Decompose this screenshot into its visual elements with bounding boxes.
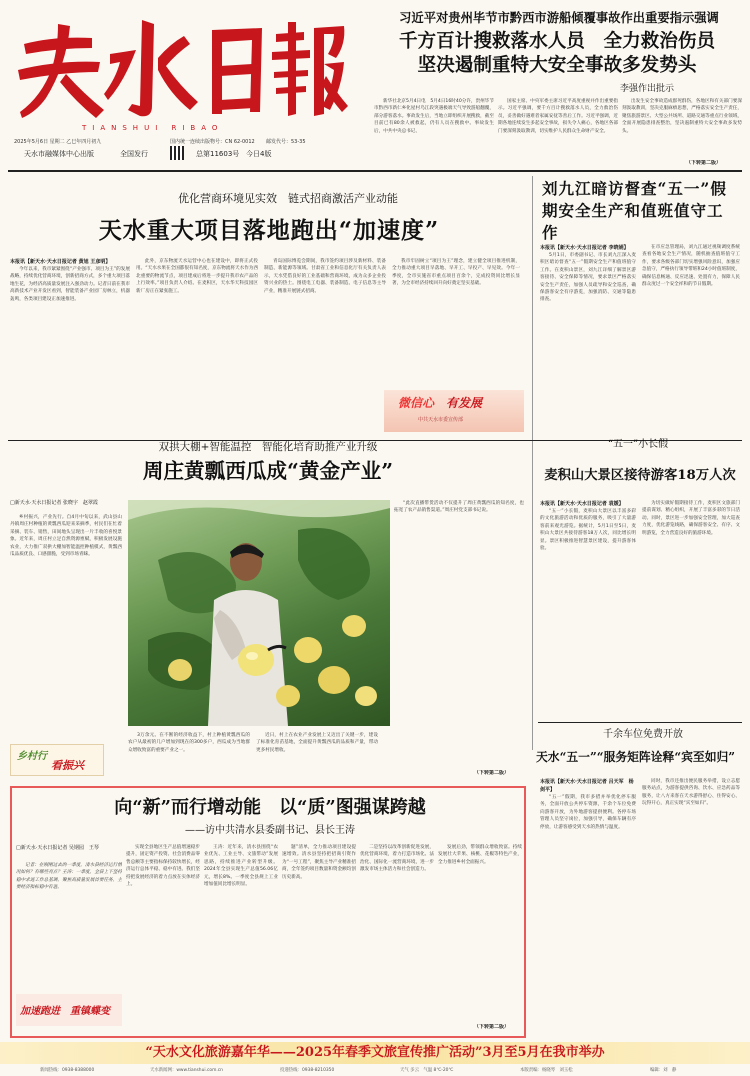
story1-headline: 天水重大项目落地跑出“加速度” — [98, 217, 440, 244]
story2-col-2: 在市应急管理局，刘九江通过视频调度系统查看各地安全生产情况，随机抽查值班值守工作，要求各级各部门切实增强风险意识，加强应急值守，严格执行领导带班和24小时值班制度，确保信息畅通、反应迅速、处置有力，保障人民群众度过一个安全祥和的节日假期。 — [642, 245, 740, 288]
story2-col-1: 5月1日，市委副书记、市长刘九江深入麦积区暗访督查“五一”假期安全生产和值班值守工作。在麦积山景区，刘九江详细了解景区游客接待、安全保障等情况，要求景区严格落实安全生产责任，加强人员疏导和安全巡查，确保游客安全有序游览，加强消防、交通等隐患排查。 — [540, 253, 636, 303]
lead-more: （下转第二版） — [686, 160, 722, 166]
lead-col-2: 国家主席、中央军委主席习近平高度重视并作出重要指示。习近平强调，要千方百计搜救落水人员，全力救治伤员，妥善做好遇难者家属安抚等善后工作。习近平强调，近期各地连续发生多起安全事故，损失令人痛心，各地区各部门要深刻汲取教训，切实维护人民群众生命财产安全。 — [498, 99, 618, 134]
interview-col-3: 题”清单，全力推动项目建设提速增效。清水县坚持把招商引资作为“一号工程”，聚焦主导产业精准招商，全年签约项目数量和资金额均创历史新高。 — [282, 845, 356, 880]
masthead-calligraphy-logo — [14, 14, 350, 122]
story-maijishan — [538, 439, 742, 720]
story1-col-2: 此外，京东物流天水运营中心也在建设中，即将正式投用。“天水水果在全国都很有知名度，京东物流将天水作为西北重要的物流节点，项目建成后将进一步提升我市农产品的上行效率。”项目负责人介绍。在麦积区，天水华天科技园区新厂房正在紧张施工。 — [136, 259, 258, 294]
promo-text-1: 微信心 — [398, 396, 435, 410]
masthead-publisher: 天水市融媒体中心出版 — [24, 150, 94, 158]
footer-item-delivery: 投递热线：0938-8210350 — [280, 1068, 335, 1073]
interview-col-2: 王涛：近年来，清水县围绕“农业优先、工业主导、文旅带动”发展思路，持续推进产业转型升级。2024年全县实现生产总值56.06亿元，增长8%。一季度全县规上工业增加值同比增长明显。 — [204, 845, 278, 888]
story2-headline: 刘九江暗访督查“五一”假期安全生产和值班值守工作 — [542, 179, 727, 242]
story5-headline: 天水“五一”“服务矩阵诠释“宾至如归” — [536, 750, 736, 764]
melon-photo-art — [128, 500, 390, 726]
lead-headline-1: 千方百计搜救落水人员 全力救治伤员 — [398, 31, 716, 52]
promo-caption: 中共天水市委宣传部 — [418, 417, 464, 423]
story1-col-3: 青岛国际博览会期间，我市签约项目涉及新材料、装备制造、新能源等领域。甘肃省工业和信息化厅有关负责人表示，天水凭借良好的工业基础和营商环境，成为众多企业投资兴业的热土。围绕电工电器、装备制造、电子信息等主导产业，精准开展链式招商。 — [264, 259, 386, 294]
rural-badge-text-1: 乡村行 — [17, 751, 47, 762]
masthead-issue: 总第11603号 — [196, 150, 240, 158]
story3-more: （下转第二版） — [474, 770, 510, 776]
footer-item-editor: 本版责编：杨晓琴 刘玉松 — [520, 1068, 573, 1073]
interview-col-5: 发展后劲，带领群众增收致富。持续发展壮大苹果、核桃、花椒等特色产业，全力推进乡村全面振兴。 — [438, 845, 522, 865]
story4-col-1: “五一”小长假，麦积山大景区以丰富多彩的文化旅游活动和优质的服务，吸引了大量游客前来观光游览。据统计，5月1日至5日，麦积山大景区共接待游客18万人次，同比增长明显。景区积极推进智慧景区建设，提升游客体验。 — [540, 509, 636, 552]
masthead-postal-code: 邮发代号：53-35 — [266, 139, 306, 145]
footer-item-weather: 天气 多云 气温 8℃-20℃ — [400, 1068, 454, 1073]
rural-badge-text-2: 看振兴 — [51, 759, 84, 772]
story4-byline: 本报讯【新天水·天水日报记者 袁媛】 — [540, 501, 624, 507]
story3-col-1: 乡村振兴，产业先行。自4月中旬以来，武山县山丹镇周庄村种植的黄瓢西瓜迎来采摘季，村民们在忙着采摘、装车、销售，田间地头呈现出一片丰收的喜悦景象。近年来，周庄村立足自然资源禀赋，积极发展设施农业，大力推广双拱大棚加智能温控种植模式，黄瓢西瓜品质优良、口感甜脆，受到市场青睐。 — [10, 515, 122, 558]
promo-text-2: 有发展 — [446, 396, 483, 410]
story-parking — [538, 726, 742, 1042]
lead-col-1: 新华社北京5月4日电 5月4日16时40分许，贵州毕节市黔西市新仁乡化屋村乌江段突遇极端天气导致游船翻覆，部分游客落水。事故发生后，当地立即组织开展搜救，截至目前已有80余人被救起，仍有人员在搜救中。事故发生后，中共中央总书记、 — [374, 99, 494, 134]
masthead-date: 2025年5月6日 星期二 乙巳年四月初九 — [14, 139, 102, 145]
story5-col-1: “五一”假期，我市多措并举优化停车服务，全面开放公共停车资源，千余个车位免费向游客开放，为外地游客提供便利。各停车场管理人员坚守岗位，加强引导，确保车辆有序停放，让游客感受到天水的热情与温度。 — [540, 795, 636, 830]
bottom-banner — [0, 1042, 750, 1064]
story3-headline: 周庄黄瓢西瓜成“黄金产业” — [142, 459, 394, 483]
rural-badge — [10, 744, 104, 776]
story3-kicker: 双拱大棚+智能温控 智能化培育助推产业升级 — [158, 441, 378, 453]
story3-col-4: “此次直播带货活动不仅提升了周庄黄瓢西瓜的知名度，也拓宽了农产品销售渠道。”周庄村党支部书记说。 — [394, 501, 524, 514]
interview-badge-text: 加速跑进 重镇蝶变 — [20, 1006, 110, 1017]
interview-badge — [16, 994, 122, 1026]
story2-byline: 本报讯【新天水·天水日报记者 李晓娟】 — [540, 245, 629, 251]
interview-box — [10, 786, 526, 1038]
story4-kicker: “五一”小长假 — [607, 439, 669, 450]
story5-kicker: 千余车位免费开放 — [603, 729, 683, 740]
lead-kicker: 习近平对贵州毕节市黔西市游船倾覆事故作出重要指示强调 — [399, 10, 719, 25]
footer-item-hotline: 新闻热线：0938-8388000 — [40, 1068, 95, 1073]
footer-item-layout: 编辑：刘 静 — [650, 1068, 677, 1073]
masthead-scope: 全国发行 — [120, 150, 148, 158]
story5-col-2: 同时，我市还推出便民服务举措，设立志愿服务站点，为游客提供咨询、饮水、应急药品等服务，让八方来客在天水游得舒心、住得安心、玩得开心，真正实现“宾至如归”。 — [642, 779, 740, 807]
story4-col-2: 为切实做好假期接待工作，麦积区文旅部门提前谋划、精心组织，开展了丰富多彩的节日活动。同时，景区进一步加强安全管理，加大巡查力度，优化游览线路，确保游客安全、有序、文明游览，全力营造良好的旅游环境。 — [642, 501, 740, 536]
story3-byline: □新天水·天水日报记者 张晓宇 赵翠霞 — [10, 500, 98, 506]
interview-byline: □新天水·天水日报记者 吴钢园 王琴 — [16, 845, 99, 851]
qr-code-icon — [170, 146, 184, 160]
masthead-pinyin: TIANSHUI RIBAO — [82, 124, 224, 132]
lead-note: 李强作出批示 — [620, 84, 675, 94]
interview-more: （下转第二版） — [474, 1024, 510, 1030]
interview-col-1: 实现全县地区生产总值增速稳步提升，固定资产投资、社会消费品零售总额等主要指标保持较快增长，经济运行总体平稳、稳中有进。我们坚持把发展经济的着力点放在实体经济上。 — [126, 845, 200, 888]
lead-col-3: 出发生安全事故造成群死群伤，各地区和有关部门要深刻汲取教训，坚决克服麻痹思想，严格落实安全生产责任，聚焦旅游景区、大型公共场所、道路交通等重点行业领域，全面开展隐患排查整治，坚决遏制重特大安全事故多发势头。 — [622, 99, 742, 134]
lead-headline-2: 坚决遏制重特大安全事故多发势头 — [417, 55, 697, 76]
footer — [0, 1066, 750, 1076]
interview-subhead: ——访中共清水县委副书记、县长王涛 — [185, 825, 355, 836]
footer-item-website: 天水新闻网：www.tianshui.com.cn — [150, 1068, 223, 1073]
interview-intro: 记者：在刚刚过去的一季度，清水县经济运行情况如何？有哪些亮点？王涛：一季度，全县上下坚持稳中求进工作总基调，聚焦高质量发展首要任务，主要经济指标稳中有进。 — [16, 863, 122, 891]
promo-banner — [384, 390, 524, 432]
story1-col-1: 今年以来，我市紧紧围绕“产业强市、项目为王”的发展战略，持续优化营商环境，创新招商方式，多个重大项目落地生花，为经济高质量发展注入强劲动力。记者日前在我市高新技术产业开发区看到，智能装备产业园厂房林立，机器轰鸣，各类项目建设正加速推进。 — [10, 267, 130, 302]
story3-col-2: 3万余元。在不断的经济收益下，村上种植黄瓢西瓜的农户从最初的几户增加到现在的300多户，西瓜成为当地群众增收致富的重要产业之一。 — [128, 733, 250, 753]
story-inspection — [538, 176, 742, 438]
bottom-banner-text: “天水文化旅游嘉年华——2025年春季文旅宣传推广活动”3月至5月在我市举办 — [145, 1045, 605, 1060]
story4-headline: 麦积山大景区接待游客18万人次 — [544, 468, 736, 483]
lead-story — [370, 6, 742, 166]
interview-headline: 向“新”而行增动能 以“质”图强谋跨越 — [114, 797, 426, 818]
story-melon — [8, 441, 528, 784]
story1-kicker: 优化营商环境见实效 链式招商激活产业动能 — [178, 192, 398, 205]
masthead-pages: 今日4版 — [246, 150, 272, 158]
story3-col-3: 近日，村上在农业产业发展上又迈出了关键一步，建设了标准化育苗基地，全面提升黄瓢西瓜的品质和产量，带动更多村民增收。 — [256, 733, 378, 753]
masthead-cn-code: 国内统一连续出版物号：CN 62-0012 — [170, 139, 255, 145]
story1-col-4: 我市牢固树立“项目为王”理念，建立健全项目推进机制，全力推动重大项目早落地、早开工、早投产、早见效。今年一季度，全市实施省市重点项目百余个，完成投资同比增长显著，为全市经济持续回升向好奠定坚实基础。 — [392, 259, 520, 287]
interview-col-4: 二是坚持以改革创新促进发展，优化营商环境，着力打造市场化、法治化、国际化一流营商环境，进一步激发市场主体活力和社会创造力。 — [360, 845, 434, 873]
melon-photo — [128, 500, 390, 726]
story1-byline: 本报讯【新天水·天水日报记者 黄旭 王彦明】 — [10, 259, 111, 265]
story5-byline: 本报讯【新天水·天水日报记者 吕天军 杨剑平】 — [540, 779, 634, 793]
